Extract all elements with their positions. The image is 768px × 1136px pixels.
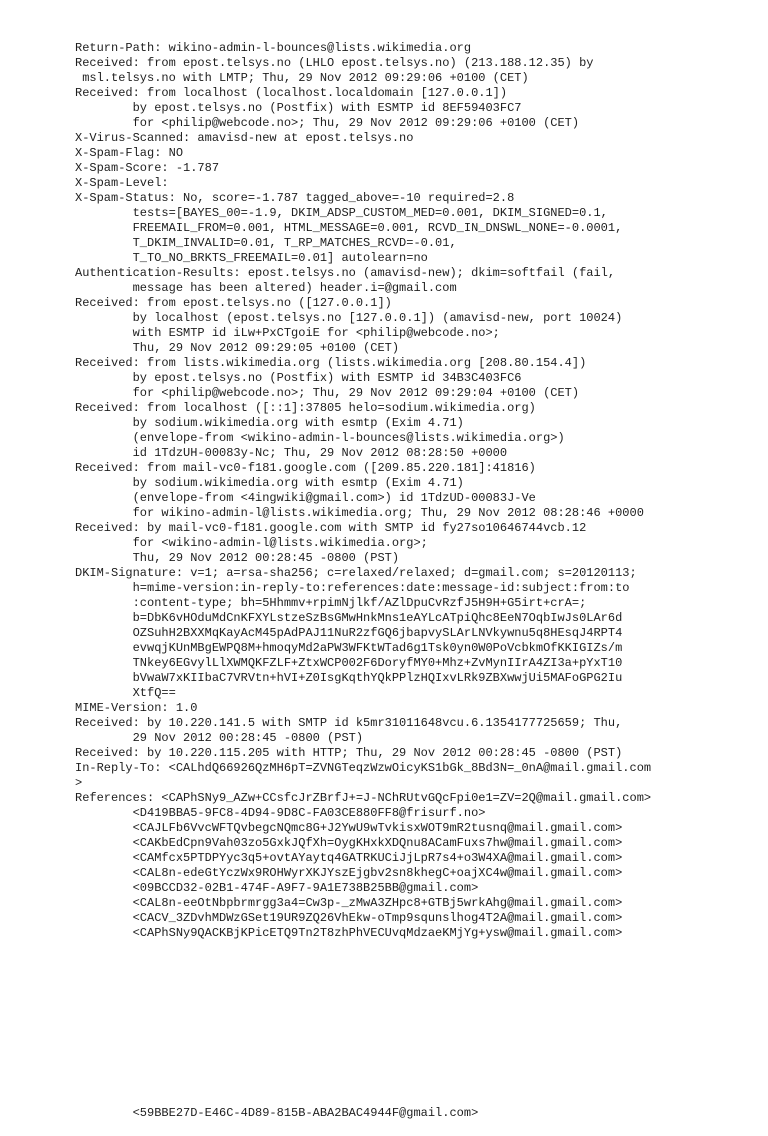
header-line: <CAL8n-eeOtNbpbrmrgg3a4=Cw3p-_zMwA3ZHpc8+GTBj5wrkAhg@mail.gmail.com>	[75, 896, 623, 910]
header-line: <09BCCD32-02B1-474F-A9F7-9A1E738B25BB@gmail.com>	[75, 881, 479, 895]
header-line: <CAKbEdCpn9Vah03zo5GxkJQfXh=OygKHxkXDQnu8ACamFuxs7hw@mail.gmail.com>	[75, 836, 623, 850]
header-line: T_TO_NO_BRKTS_FREEMAIL=0.01] autolearn=no	[75, 251, 428, 265]
header-line: <CAL8n-edeGtYczWx9ROHWyrXKJYszEjgbv2sn8khegC+oajXC4w@mail.gmail.com>	[75, 866, 623, 880]
header-line: evwqjKUnMBgEWPQ8M+hmoqyMd2aPW3WFKtWTad6g1Tsk0yn0W0PoVcbkmOfKKIGIZs/m	[75, 641, 623, 655]
header-line: Received: from localhost (localhost.localdomain [127.0.0.1])	[75, 86, 508, 100]
header-line: X-Spam-Level:	[75, 176, 169, 190]
header-line: Authentication-Results: epost.telsys.no (amavisd-new); dkim=softfail (fail,	[75, 266, 616, 280]
header-line: Received: by mail-vc0-f181.google.com with SMTP id fy27so10646744vcb.12	[75, 521, 587, 535]
header-line: DKIM-Signature: v=1; a=rsa-sha256; c=relaxed/relaxed; d=gmail.com; s=20120113;	[75, 566, 637, 580]
header-line: by localhost (epost.telsys.no [127.0.0.1]) (amavisd-new, port 10024)	[75, 311, 623, 325]
header-line: by epost.telsys.no (Postfix) with ESMTP id 8EF59403FC7	[75, 101, 522, 115]
header-line: Received: from localhost ([::1]:37805 helo=sodium.wikimedia.org)	[75, 401, 536, 415]
header-line: References: <CAPhSNy9_AZw+CCsfcJrZBrfJ+=J-NChRUtvGQcFpi0e1=ZV=2Q@mail.gmail.com>	[75, 791, 652, 805]
header-line: h=mime-version:in-reply-to:references:date:message-id:subject:from:to	[75, 581, 630, 595]
header-line: Return-Path: wikino-admin-l-bounces@lists.wikimedia.org	[75, 41, 472, 55]
header-line: <D419BBA5-9FC8-4D94-9D8C-FA03CE880FF8@frisurf.no>	[75, 806, 486, 820]
header-line: Thu, 29 Nov 2012 09:29:05 +0100 (CET)	[75, 341, 400, 355]
header-line: for <wikino-admin-l@lists.wikimedia.org>;	[75, 536, 428, 550]
header-line: OZSuhH2BXXMqKayAcM45pAdPAJ11NuR2zfGQ6jbapvySLArLNVkywnu5q8HEsqJ4RPT4	[75, 626, 623, 640]
header-line: id 1TdzUH-00083y-Nc; Thu, 29 Nov 2012 08:28:50 +0000	[75, 446, 508, 460]
header-line: T_DKIM_INVALID=0.01, T_RP_MATCHES_RCVD=-0.01,	[75, 236, 457, 250]
header-line: for wikino-admin-l@lists.wikimedia.org; Thu, 29 Nov 2012 08:28:46 +0000	[75, 506, 644, 520]
header-line: (envelope-from <4ingwiki@gmail.com>) id 1TdzUD-00083J-Ve	[75, 491, 536, 505]
header-line-trailing: <59BBE27D-E46C-4D89-815B-ABA2BAC4944F@gmail.com>	[75, 1106, 479, 1120]
header-line: Received: from epost.telsys.no (LHLO epost.telsys.no) (213.188.12.35) by	[75, 56, 594, 70]
header-line: Thu, 29 Nov 2012 00:28:45 -0800 (PST)	[75, 551, 400, 565]
header-line: bVwaW7xKIIbaC7VRVtn+hVI+Z0IsgKqthYQkPPlzHQIxvLRk9ZBXwwjUi5MAFoGPG2Iu	[75, 671, 623, 685]
header-line: :content-type; bh=5Hhmmv+rpimNjlkf/AZlDpuCvRzfJ5H9H+G5irt+crA=;	[75, 596, 587, 610]
header-lines	[75, 41, 651, 941]
header-line: TNkey6EGvylLlXWMQKFZLF+ZtxWCP002F6DoryfMY0+Mhz+ZvMynIIrA4ZI3a+pYxT10	[75, 656, 623, 670]
header-line: <CAMfcx5PTDPYyc3q5+ovtAYaytq4GATRKUCiJjLpR7s4+o3W4XA@mail.gmail.com>	[75, 851, 623, 865]
email-header-document	[75, 11, 651, 1136]
header-line: <CAPhSNy9QACKBjKPicETQ9Tn2T8zhPhVECUvqMdzaeKMjYg+ysw@mail.gmail.com>	[75, 926, 623, 940]
header-line: X-Spam-Flag: NO	[75, 146, 184, 160]
header-line: message has been altered) header.i=@gmail.com	[75, 281, 457, 295]
header-line: by sodium.wikimedia.org with esmtp (Exim 4.71)	[75, 416, 464, 430]
header-line: Received: from epost.telsys.no ([127.0.0.1])	[75, 296, 392, 310]
header-line: by epost.telsys.no (Postfix) with ESMTP id 34B3C403FC6	[75, 371, 522, 385]
header-line: X-Spam-Status: No, score=-1.787 tagged_above=-10 required=2.8	[75, 191, 515, 205]
header-line: Received: from lists.wikimedia.org (lists.wikimedia.org [208.80.154.4])	[75, 356, 587, 370]
header-line: >	[75, 776, 83, 790]
header-line: XtfQ==	[75, 686, 176, 700]
header-line: Received: by 10.220.115.205 with HTTP; Thu, 29 Nov 2012 00:28:45 -0800 (PST)	[75, 746, 623, 760]
header-line: 29 Nov 2012 00:28:45 -0800 (PST)	[75, 731, 364, 745]
header-line: Received: from mail-vc0-f181.google.com ([209.85.220.181]:41816)	[75, 461, 536, 475]
header-line: <CAJLFb6VvcWFTQvbegcNQmc8G+J2YwU9wTvkisxWOT9mR2tusnq@mail.gmail.com>	[75, 821, 623, 835]
header-line: for <philip@webcode.no>; Thu, 29 Nov 2012 09:29:06 +0100 (CET)	[75, 116, 580, 130]
header-line: tests=[BAYES_00=-1.9, DKIM_ADSP_CUSTOM_MED=0.001, DKIM_SIGNED=0.1,	[75, 206, 608, 220]
header-line: for <philip@webcode.no>; Thu, 29 Nov 2012 09:29:04 +0100 (CET)	[75, 386, 580, 400]
header-line: by sodium.wikimedia.org with esmtp (Exim 4.71)	[75, 476, 464, 490]
header-line: MIME-Version: 1.0	[75, 701, 198, 715]
header-line: X-Spam-Score: -1.787	[75, 161, 220, 175]
header-line: with ESMTP id iLw+PxCTgoiE for <philip@webcode.no>;	[75, 326, 500, 340]
header-line: In-Reply-To: <CALhdQ66926QzMH6pT=ZVNGTeqzWzwOicyKS1bGk_8Bd3N=_0nA@mail.gmail.com	[75, 761, 652, 775]
header-line: msl.telsys.no with LMTP; Thu, 29 Nov 2012 09:29:06 +0100 (CET)	[75, 71, 529, 85]
header-line: <CACV_3ZDvhMDWzGSet19UR9ZQ26VhEkw-oTmp9squnslhog4T2A@mail.gmail.com>	[75, 911, 623, 925]
header-line: b=DbK6vHOduMdCnKFXYLstzeSzBsGMwHnkMns1eAYLcATpiQhc8EeN7OqbIwJs0LAr6d	[75, 611, 623, 625]
header-line: FREEMAIL_FROM=0.001, HTML_MESSAGE=0.001, RCVD_IN_DNSWL_NONE=-0.0001,	[75, 221, 623, 235]
header-line: (envelope-from <wikino-admin-l-bounces@lists.wikimedia.org>)	[75, 431, 565, 445]
header-line: X-Virus-Scanned: amavisd-new at epost.telsys.no	[75, 131, 414, 145]
header-line: Received: by 10.220.141.5 with SMTP id k5mr31011648vcu.6.1354177725659; Thu,	[75, 716, 623, 730]
